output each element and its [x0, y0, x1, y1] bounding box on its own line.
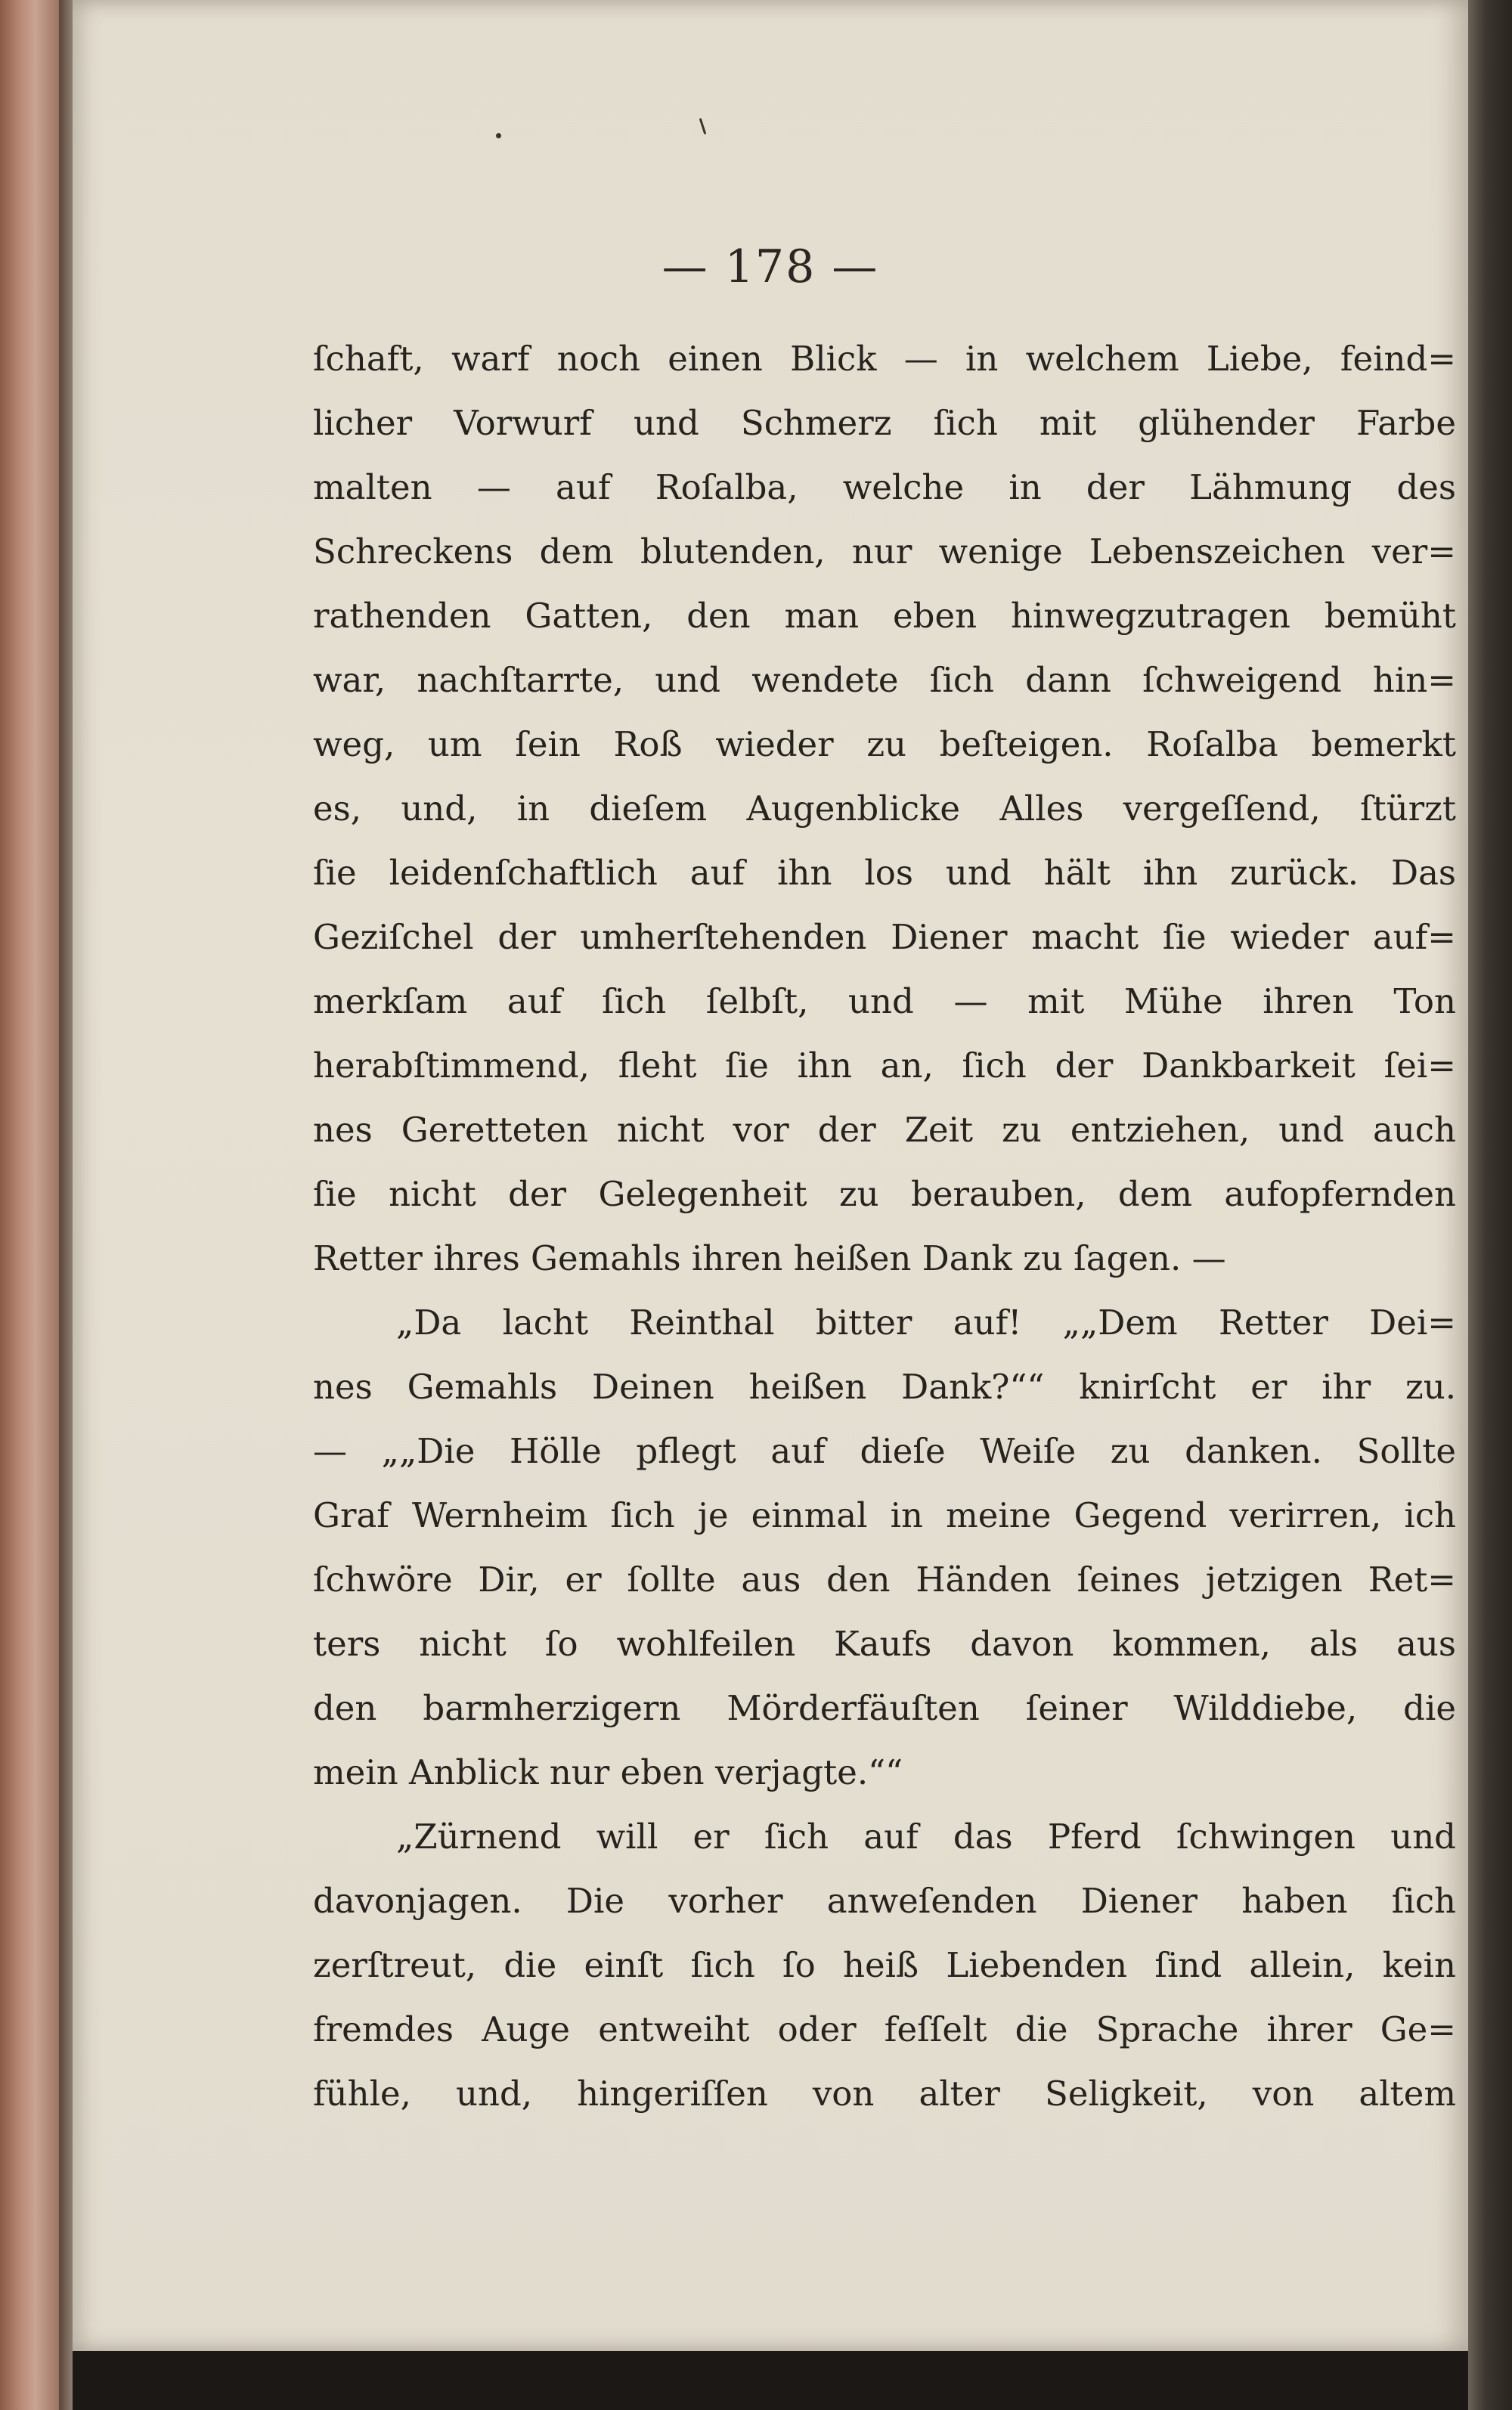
text-line: weg, um ſein Roß wieder zu beſteigen. Roſalba bemerkt: [313, 724, 1456, 764]
book-cover-edge-right: [1468, 0, 1512, 2410]
text-line: „Da lacht Reinthal bitter auf! „„Dem Retter Dei=: [396, 1303, 1456, 1343]
text-line: Graf Wernheim ſich je einmal in meine Gegend verirren, ich: [313, 1495, 1456, 1535]
text-line: herabſtimmend, fleht ſie ihn an, ſich der Dankbarkeit ſei=: [313, 1045, 1456, 1086]
book-page: [73, 0, 1468, 2351]
text-line: war, nachſtarrte, und wendete ſich dann ſchweigend hin=: [313, 660, 1456, 700]
text-line: rathenden Gatten, den man eben hinwegzutragen bemüht: [313, 596, 1456, 636]
text-line: ſie leidenſchaftlich auf ihn los und hält ihn zurück. Das: [313, 853, 1456, 893]
ink-speck: [699, 118, 707, 135]
scan-background-bottom: [73, 2351, 1468, 2410]
body-text: [313, 327, 1456, 2126]
text-line: fühle, und, hingeriſſen von alter Seligkeit, von altem: [313, 2074, 1456, 2114]
book-cover-edge-left: [0, 0, 59, 2410]
text-line: malten — auf Roſalba, welche in der Lähmung des: [313, 467, 1456, 507]
text-line: ſie nicht der Gelegenheit zu berauben, dem aufopfernden: [313, 1174, 1456, 1214]
text-line: nes Gemahls Deinen heißen Dank?““ knirſcht er ihr zu.: [313, 1367, 1456, 1407]
page-gutter-shadow: [59, 0, 73, 2410]
text-line: den barmherzigern Mörderfäuſten ſeiner Wilddiebe, die: [313, 1688, 1456, 1728]
text-line: fremdes Auge entweiht oder feſſelt die Sprache ihrer Ge=: [313, 2009, 1456, 2049]
text-line: ſchaft, warf noch einen Blick — in welchem Liebe, feind=: [313, 339, 1456, 379]
text-line: Retter ihres Gemahls ihren heißen Dank zu ſagen. —: [313, 1238, 1226, 1278]
text-line: — „„Die Hölle pflegt auf dieſe Weiſe zu danken. Sollte: [313, 1431, 1456, 1471]
ink-speck: [496, 133, 501, 138]
text-line: ters nicht ſo wohlfeilen Kaufs davon kommen, als aus: [313, 1624, 1456, 1664]
text-line: „Zürnend will er ſich auf das Pferd ſchwingen und: [396, 1817, 1456, 1857]
page-number: — 178 —: [662, 240, 879, 293]
text-line: davonjagen. Die vorher anweſenden Diener haben ſich: [313, 1881, 1456, 1921]
text-line: merkſam auf ſich ſelbſt, und — mit Mühe ihren Ton: [313, 981, 1456, 1021]
text-line: zerſtreut, die einſt ſich ſo heiß Liebenden ſind allein, kein: [313, 1945, 1456, 1985]
text-line: ſchwöre Dir, er ſollte aus den Händen ſeines jetzigen Ret=: [313, 1560, 1456, 1600]
text-line: licher Vorwurf und Schmerz ſich mit glühender Farbe: [313, 403, 1456, 443]
text-line: Geziſchel der umherſtehenden Diener macht ſie wieder auf=: [313, 917, 1456, 957]
text-line: Schreckens dem blutenden, nur wenige Lebenszeichen ver=: [313, 531, 1456, 572]
text-line: nes Geretteten nicht vor der Zeit zu entziehen, und auch: [313, 1110, 1456, 1150]
text-line: mein Anblick nur eben verjagte.““: [313, 1752, 903, 1792]
text-line: es, und, in dieſem Augenblicke Alles vergeſſend, ſtürzt: [313, 788, 1456, 829]
